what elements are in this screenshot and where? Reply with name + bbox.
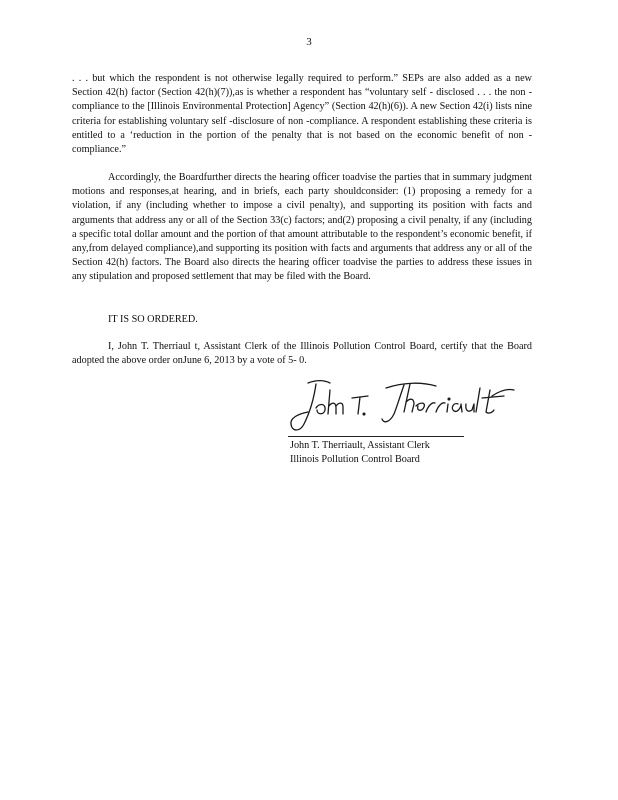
body-paragraph-1: . . . but which the respondent is not otherwise legally required to perform.” SEPs are also added as a new Section 42(h) factor (Section 42(h)(7)),as is whether a respondent has “voluntary self - disclosed . . . the non -compliance to the [Illinois Environmental Protection] Agency” (Section 42(h)(6)). A new Section 42(i) lists nine criteria for establishing voluntary self -disclosure of non -compliance. A respondent establishing these criteria is entitled to a ‘reduction in the portion of the penalty that is not based on the economic benefit of non -compliance.”	[72, 73, 532, 156]
signer-organization: Illinois Pollution Control Board	[290, 454, 420, 465]
certification-paragraph: I, John T. Therriaul t, Assistant Clerk of the Illinois Pollution Control Board, certify that the Board adopted the above order onJune 6, 2013 by a vote of 5- 0.	[72, 341, 532, 367]
signer-name-title: John T. Therriault, Assistant Clerk	[290, 440, 430, 451]
handwritten-signature	[286, 374, 532, 438]
signature-line	[288, 436, 464, 437]
page-number: 3	[306, 36, 312, 48]
order-statement: IT IS SO ORDERED.	[108, 314, 198, 325]
body-paragraph-2: Accordingly, the Boardfurther directs the hearing officer toadvise the parties that in summary judgment motions and responses,at hearing, and in briefs, each party shouldconsider: (1) proposing a remedy for a violation, if any (including whether to impose a civil penalty), and supporting its position with facts and arguments that address any or all of the Section 33(c) factors; and(2) proposing a civil penalty, if any (including a specific total dollar amount and the portion of that amount attributable to the respondent’s economic benefit, if any,from delayed compliance),and supporting its position with facts and arguments that address any or all of the Section 42(h) factors. The Board also directs the hearing officer toadvise the parties to address these issues in any stipulation and proposed settlement that may be filed with the Board.	[72, 172, 532, 283]
